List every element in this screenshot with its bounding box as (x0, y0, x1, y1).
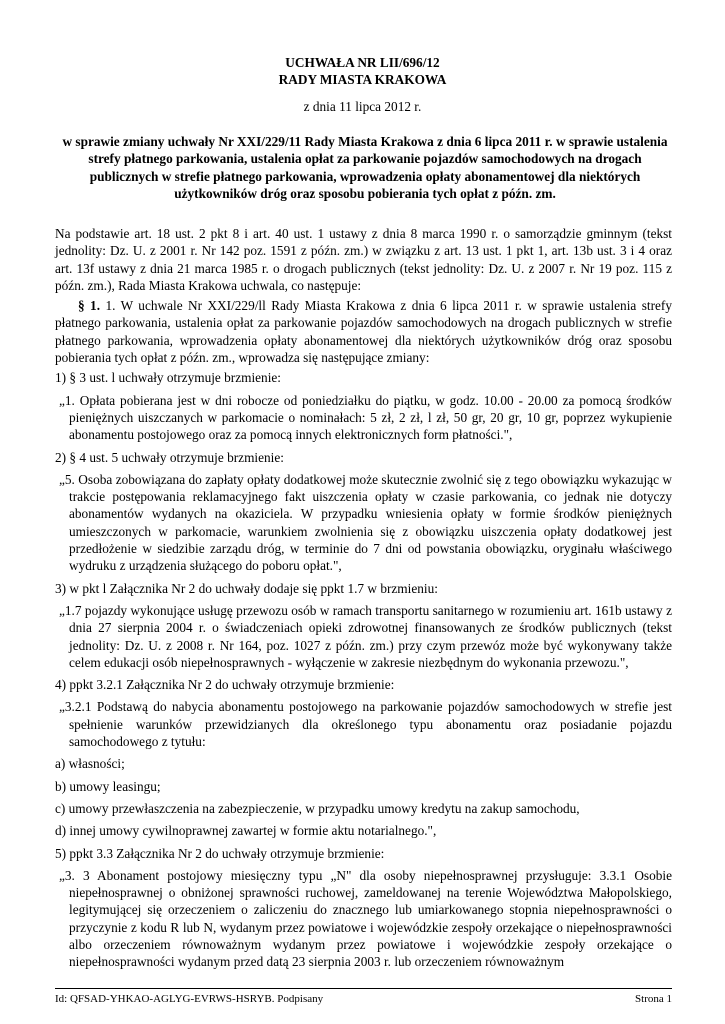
sub-item-d: d) innej umowy cywilnoprawnej zawartej w formie aktu notarialnego.", (55, 823, 437, 839)
amendment-item-3: 3) w pkt l Załącznika Nr 2 do uchwały dodaje się ppkt 1.7 w brzmieniu: (55, 580, 438, 596)
amendment-quote-1: „1. Opłata pobierana jest w dni robocze od poniedziałku do piątku, w godz. 10.00 - 20.00 za pomocą środków pieniężnych uiszczanych w parkomacie o nominałach: 5 zł, 2 zł, l zł, 50 gr, 20 gr, 10 gr, poprzez wykupienie abonamentu postojowego oraz za pomocą innych elektronicznych form płatności.", (59, 392, 672, 443)
amendment-quote-5: „3. 3 Abonament postojowy miesięczny typu „N" dla osoby niepełnosprawnej przysługuje: 3.3.1 Osobie niepełnosprawnej o obniżonej sprawności ruchowej, zameldowanej na terenie Województwa Małopolskiego, legitymującej się orzeczeniem o zaliczeniu do znacznego lub umiarkowanego stopnia niepełnosprawności o przyczynie z kodu R lub N, wydanym przez powiatowe i wojewódzkie zespoły orzekające o niepełnosprawności albo orzeczeniem równoważnym wydanym przez powiatowe i wojewódzkie zespoły orzekające o niepełnosprawności wydanym przed datą 23 sierpnia 2003 r. lub orzeczeniem równoważnym (59, 867, 672, 970)
amendment-quote-2: „5. Osoba zobowiązana do zapłaty opłaty dodatkowej może skutecznie zwolnić się z tego obowiązku wykazując w trakcie postępowania reklamacyjnego fakt uiszczenia opłaty w czasie parkowania, co jednak nie dotyczy abonamentów wydanych na okaziciela. W przypadku wniesienia opłaty w formie środków pieniężnych umieszczonych w parkomacie, warunkiem zwolnienia się z obowiązku uiszczenia opłaty dodatkowej jest przedłożenie w siedzibie zarządu dróg, w terminie do 7 dni od powstania obowiązku, oryginału właściwego wydruku z urządzenia służącego do poboru opłat.", (59, 471, 672, 574)
amendment-quote-4: „3.2.1 Podstawą do nabycia abonamentu postojowego na parkowanie pojazdów samochodowych w strefie jest spełnienie warunków przewidzianych dla określonego typu abonamentu oraz posiadanie pojazdu samochodowego z tytułu: (59, 699, 672, 750)
document-id: Id: QFSAD-YHKAO-AGLYG-EVRWS-HSRYB. Podpisany (55, 993, 324, 1005)
preamble: Na podstawie art. 18 ust. 2 pkt 8 i art. 40 ust. 1 ustawy z dnia 8 marca 1990 r. o samorządzie gminnym (tekst jednolity: Dz. U. z 2001 r. Nr 142 poz. 1591 z późn. zm.) w związku z art. 13 ust. 1 pkt 1, art. 13b ust. 3 i 4 oraz art. 13f ustawy z dnia 21 marca 1985 r. o drogach publicznych (tekst jednolity: Dz. U. z 2007 r. Nr 19 poz. 115 z późn. zm.), Rada Miasta Krakowa uchwala, co następuje: (55, 226, 672, 293)
paragraph-1-text: 1. W uchwale Nr XXI/229/ll Rady Miasta Krakowa z dnia 6 lipca 2011 r. w sprawie ustalenia strefy płatnego parkowania, ustalenia opłat za parkowanie pojazdów samochodowych na drogach publicznych w strefie płatnego parkowania, wprowadzenia opłaty abonamentowej dla niektórych użytkowników dróg oraz sposobu pobierania tych opłat z późn. zm., wprowadza się następujące zmiany: (55, 298, 672, 366)
amendment-item-2: 2) § 4 ust. 5 uchwały otrzymuje brzmienie: (55, 449, 284, 465)
footer-divider (55, 988, 672, 989)
sub-item-c: c) umowy przewłaszczenia na zabezpieczenie, w przypadku umowy kredytu na zakup samochodu, (55, 800, 580, 816)
amendment-item-4: 4) ppkt 3.2.1 Załącznika Nr 2 do uchwały otrzymuje brzmienie: (55, 677, 395, 693)
document-body (55, 225, 672, 971)
page-number: Strona 1 (635, 993, 672, 1005)
sub-item-b: b) umowy leasingu; (55, 778, 161, 794)
amendment-quote-3: „1.7 pojazdy wykonujące usługę przewozu osób w ramach transportu sanitarnego w rozumieniu art. 161b ustawy z dnia 27 sierpnia 2004 r. o świadczeniach opieki zdrowotnej finansowanych ze środków publicznych (tekst jednolity: Dz. U. z 2008 r. Nr 164, poz. 1027 z późn. zm.) przy czym przewóz może być wykonywany także celem edukacji osób niepełnosprawnych - wyłączenie w zakresie niezbędnym do wykonania przewozu.", (59, 602, 672, 670)
sub-item-a: a) własności; (55, 756, 125, 772)
resolution-date: z dnia 11 lipca 2012 r. (303, 99, 422, 114)
resolution-title: UCHWAŁA NR LII/696/12 (285, 55, 440, 70)
resolution-subject: w sprawie zmiany uchwały Nr XXI/229/11 Rady Miasta Krakowa z dnia 6 lipca 2011 r. w sprawie ustalenia strefy płatnego parkowania, ustalenia opłat za parkowanie pojazdów samochodowych na drogach publicznych w strefie płatnego parkowania, wprowadzenia opłaty abonamentowej dla niektórych użytkowników dróg oraz sposobu pobierania tych opłat z późn. zm. (62, 134, 668, 201)
paragraph-1 (55, 297, 672, 366)
amendment-item-1: 1) § 3 ust. l uchwały otrzymuje brzmienie: (55, 370, 281, 386)
council-name: RADY MIASTA KRAKOWA (278, 72, 447, 87)
paragraph-1-label: § 1. (78, 298, 101, 314)
amendment-item-5: 5) ppkt 3.3 Załącznika Nr 2 do uchwały otrzymuje brzmienie: (55, 845, 385, 861)
